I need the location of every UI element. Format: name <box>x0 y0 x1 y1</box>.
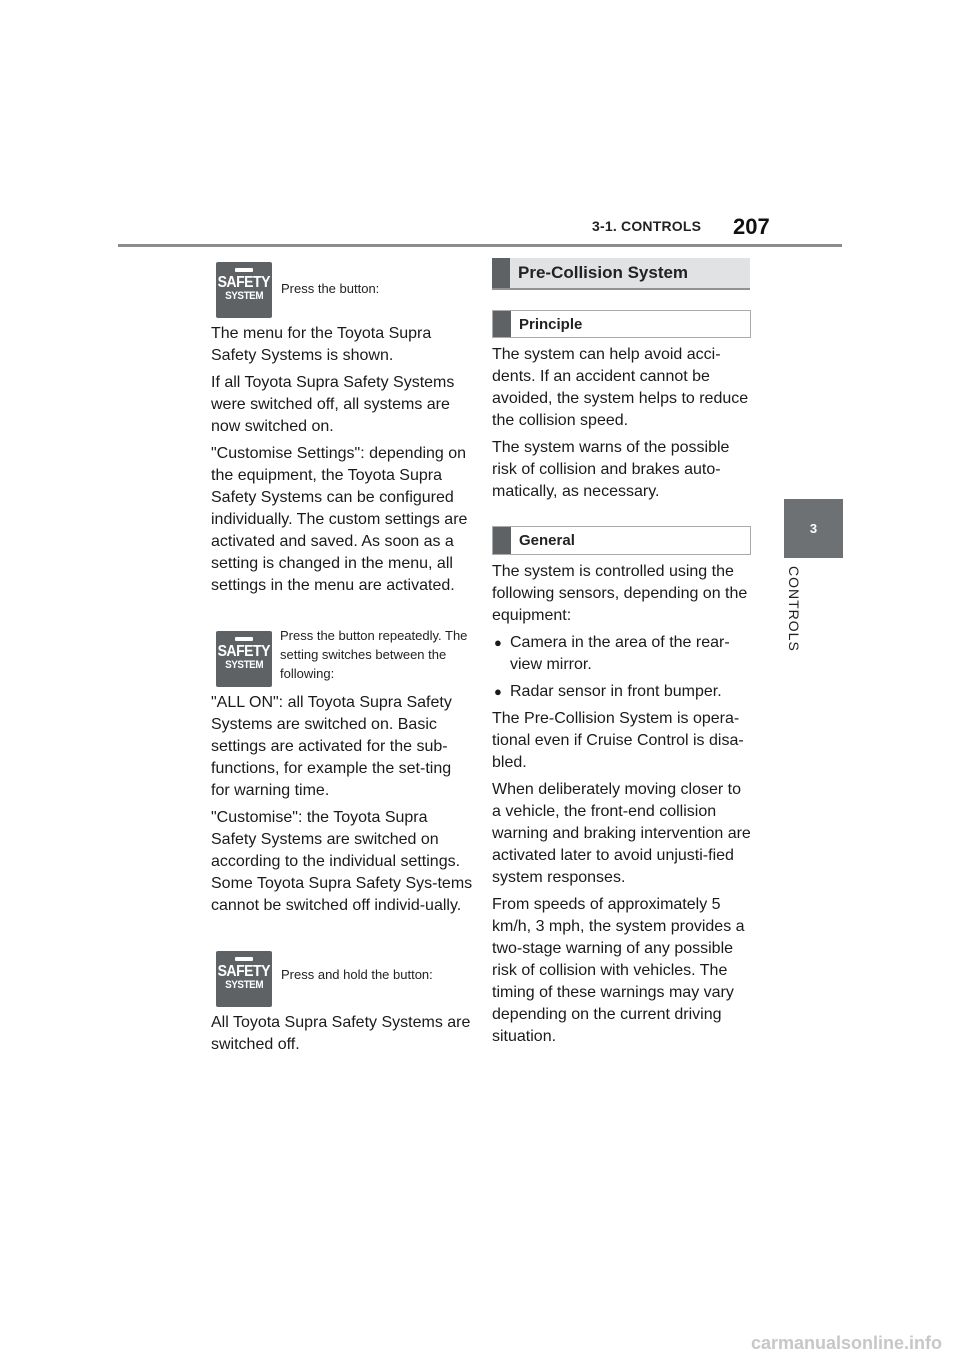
text-block <box>211 1012 473 1061</box>
watermark: carmanualsonline.info <box>750 1333 942 1353</box>
button-dash-mark <box>235 957 253 961</box>
paragraph: "ALL ON": all Toyota Supra Safety Systems are switched on. Basic settings are activated for the sub-functions, for example the set-ting for warning time. <box>211 694 452 799</box>
paragraph: When deliberately moving closer to a vehicle, the front-end collision warning and braking intervention are activated later to avoid unjusti-fied system responses. <box>492 781 751 886</box>
icon-label-system: SYSTEM <box>224 659 263 671</box>
bullet-icon: ● <box>494 684 502 699</box>
paragraph: From speeds of approximately 5 km/h, 3 mph, the system provides a two-stage warning of any possible risk of collision with vehicles. The timing of these warnings may vary depending on the current driving situation. <box>492 896 745 1045</box>
heading-bar <box>492 258 510 288</box>
icon-label-system: SYSTEM <box>224 979 263 991</box>
list-item-text: Radar sensor in front bumper. <box>510 683 722 700</box>
paragraph: The Pre-Collision System is opera-tional even if Cruise Control is disa-bled. <box>492 710 744 771</box>
paragraph: All Toyota Supra Safety Systems are switched off. <box>211 1014 471 1053</box>
subsection-heading <box>492 526 751 555</box>
section-title: 3-1. CONTROLS <box>592 218 702 234</box>
paragraph: The system can help avoid acci-dents. If an accident cannot be avoided, the system helps to reduce the collision speed. <box>492 346 749 429</box>
page-number: 207 <box>733 214 770 239</box>
heading-bar <box>493 311 511 337</box>
safety-system-button-icon <box>216 262 272 318</box>
chapter-number: 3 <box>809 521 818 536</box>
text-block <box>492 561 754 1053</box>
paragraph: The menu for the Toyota Supra Safety Systems is shown. <box>211 325 432 364</box>
bullet-icon: ● <box>494 635 502 650</box>
paragraph: If all Toyota Supra Safety Systems were switched off, all systems are now switched on. <box>211 374 455 435</box>
paragraph: The system warns of the possible risk of collision and brakes auto-matically, as necessary. <box>492 439 730 500</box>
text-block <box>211 692 473 922</box>
button-dash-mark <box>235 637 253 641</box>
chapter-label-text: CONTROLS <box>786 566 802 652</box>
subsection-heading-text: General <box>519 532 575 549</box>
list-item <box>492 681 754 703</box>
safety-system-button-icon <box>216 631 272 687</box>
paragraph: "Customise Settings": depending on the equipment, the Toyota Supra Safety Systems can be configured individually. The custom settings are activated and saved. As soon as a setting is changed in the menu, all settings in the menu are activated. <box>211 445 468 594</box>
list-item-text: Camera in the area of the rear-view mirror. <box>510 634 730 673</box>
icon-label-safety: SAFETY <box>217 274 271 291</box>
step-caption: Press and hold the button: <box>281 967 433 982</box>
icon-label-safety: SAFETY <box>217 643 271 660</box>
text-block <box>492 344 754 508</box>
header-rule <box>118 244 842 247</box>
section-heading <box>492 258 750 290</box>
icon-label-system: SYSTEM <box>224 290 263 302</box>
subsection-heading-text: Principle <box>519 315 583 333</box>
safety-system-button-icon <box>216 951 272 1007</box>
subsection-heading <box>492 310 751 338</box>
icon-label-safety: SAFETY <box>217 963 271 980</box>
chapter-label <box>786 566 806 686</box>
list-item <box>492 632 754 676</box>
paragraph: "Customise": the Toyota Supra Safety Systems are switched on according to the individual settings. Some Toyota Supra Safety Sys-tems cannot be switched off individ-ually. <box>211 809 473 914</box>
section-heading-text: Pre-Collision System <box>518 263 689 282</box>
paragraph: The system is controlled using the following sensors, depending on the equipment: <box>492 563 748 624</box>
step-caption: Press the button: <box>281 281 380 296</box>
button-dash-mark <box>235 268 253 272</box>
text-block <box>211 323 473 602</box>
step-caption: Press the button repeatedly. The setting switches between the following: <box>280 628 468 681</box>
heading-bar <box>493 527 511 554</box>
chapter-tab <box>784 499 843 558</box>
